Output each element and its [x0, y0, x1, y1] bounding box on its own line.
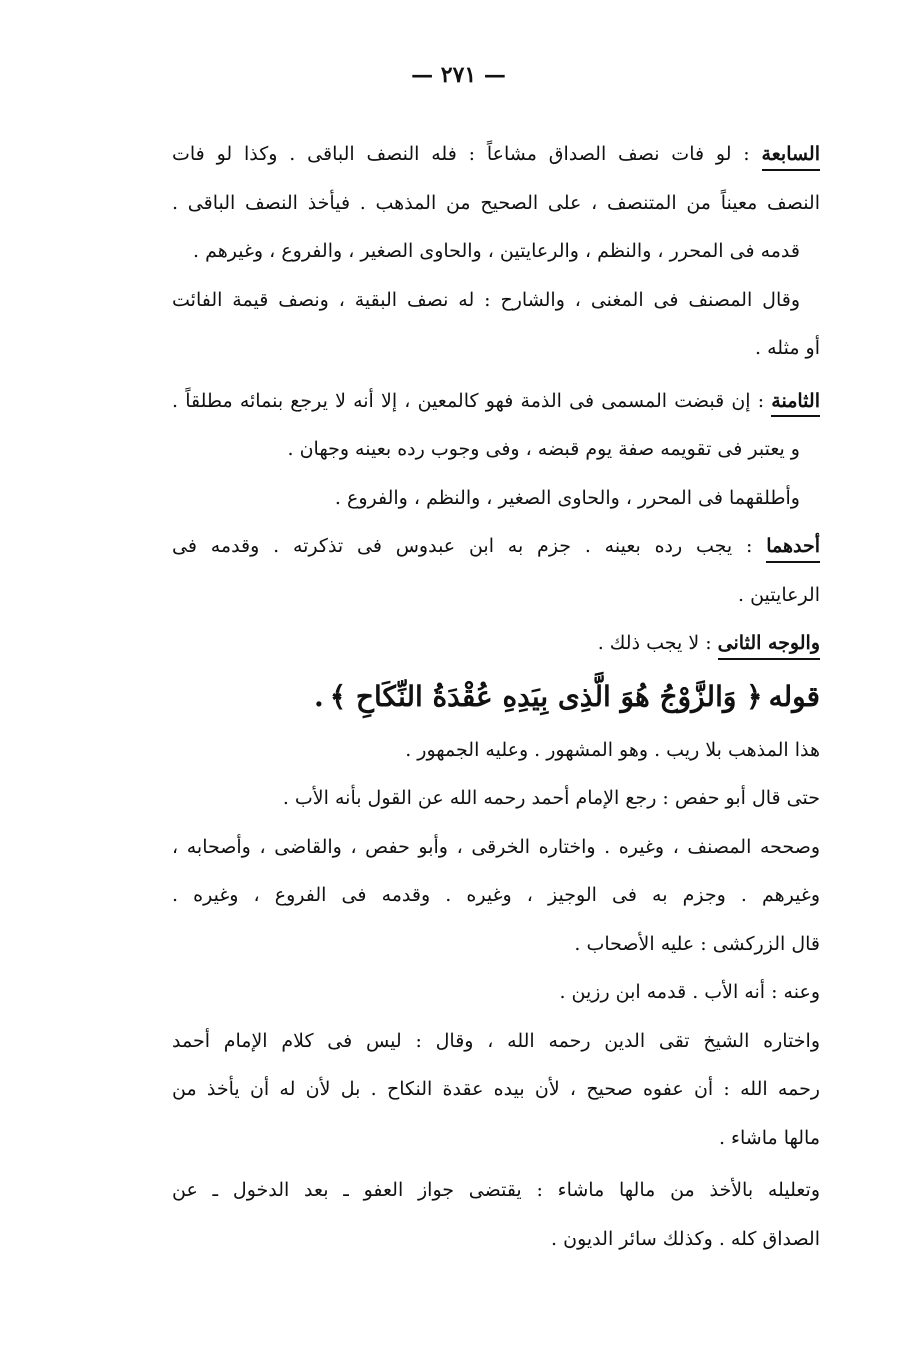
text-wajh2: : لا يجب ذلك .: [597, 632, 712, 654]
line-wajh2: [172, 619, 820, 668]
line-sec7-4: وقال المصنف فى المغنى ، والشارح : له نصف البقية ، ونصف قيمة الفائت: [172, 288, 800, 311]
line-para-10: وتعليله بالأخذ من مالها ماشاء : يقتضى جواز العفو ـ بعد الدخول ـ عن: [172, 1179, 820, 1201]
text-sec8-1: : إن قبضت المسمى فى الذمة فهو كالمعين ، إلا أنه لا يرجع بنمائه مطلقاً .: [172, 389, 765, 412]
line-sec8-2: و يعتبر فى تقويمه صفة يوم قبضه ، وفى وجوب رده بعينه وجهان .: [287, 438, 800, 460]
verse-quote: ﴿ وَالزَّوْجُ هُوَ الَّذِى بِيَدِهِ عُقْدَةُ النِّكَاحِ ﴾: [329, 679, 763, 713]
line-para-8: رحمه الله : أن عفوه صحيح ، لأن بيده عقدة النكاح . بل لأن له أن يأخذ من: [172, 1078, 820, 1100]
line-para-9: مالها ماشاء .: [718, 1126, 820, 1149]
line-sec7-1: [172, 130, 820, 179]
line-sec8-3: وأطلقهما فى المحرر ، والحاوى الصغير ، والنظم ، والفروع .: [334, 486, 800, 509]
page-number: — ٢٧١ —: [411, 62, 506, 88]
line-wajh1-1: [172, 522, 820, 571]
line-sec8-1: [172, 377, 820, 426]
heading-seventh: السابعة: [762, 143, 820, 171]
verse-prefix: قوله: [768, 679, 820, 713]
line-para-11: الصداق كله . وكذلك سائر الديون .: [551, 1227, 820, 1250]
line-para-1: هذا المذهب بلا ريب . وهو المشهور . وعليه الجمهور .: [405, 738, 820, 761]
line-sec7-3: قدمه فى المحرر ، والنظم ، والرعايتين ، والحاوى الصغير ، والفروع ، وغيرهم .: [193, 240, 800, 262]
text-sec7-1: : لو فات نصف الصداق مشاعاً : فله النصف الباقى . وكذا لو فات: [172, 143, 750, 165]
line-para-5: قال الزركشى : عليه الأصحاب .: [574, 932, 820, 955]
line-para-3: وصححه المصنف ، وغيره . واختاره الخرقى ، وأبو حفص ، والقاضى ، وأصحابه ،: [172, 835, 820, 858]
line-sec7-2: النصف معيناً من المتنصف ، على الصحيح من المذهب . فيأخذ النصف الباقى .: [172, 191, 820, 214]
line-para-7: واختاره الشيخ تقى الدين رحمه الله ، وقال : ليس فى كلام الإمام أحمد: [172, 1029, 820, 1052]
line-wajh1-2: الرعايتين .: [738, 583, 820, 606]
verse-line: [172, 668, 820, 726]
heading-first-view: أحدهما: [766, 535, 820, 563]
verse-suffix: .: [313, 679, 324, 713]
page-body: [172, 130, 820, 1263]
line-para-4: وغيرهم . وجزم به فى الوجيز ، وغيره . وقدمه فى الفروع ، وغيره .: [172, 884, 820, 906]
line-para-2: حتى قال أبو حفص : رجع الإمام أحمد رحمه الله عن القول بأنه الأب .: [282, 787, 820, 809]
heading-second-view: والوجه الثانى: [718, 632, 820, 660]
heading-eighth: الثامنة: [771, 390, 820, 418]
line-sec7-5: أو مثله .: [755, 337, 820, 359]
line-para-6: وعنه : أنه الأب . قدمه ابن رزين .: [559, 981, 820, 1003]
text-wajh1-1: : يجب رده بعينه . جزم به ابن عبدوس فى تذكرته . وقدمه فى: [172, 535, 753, 557]
